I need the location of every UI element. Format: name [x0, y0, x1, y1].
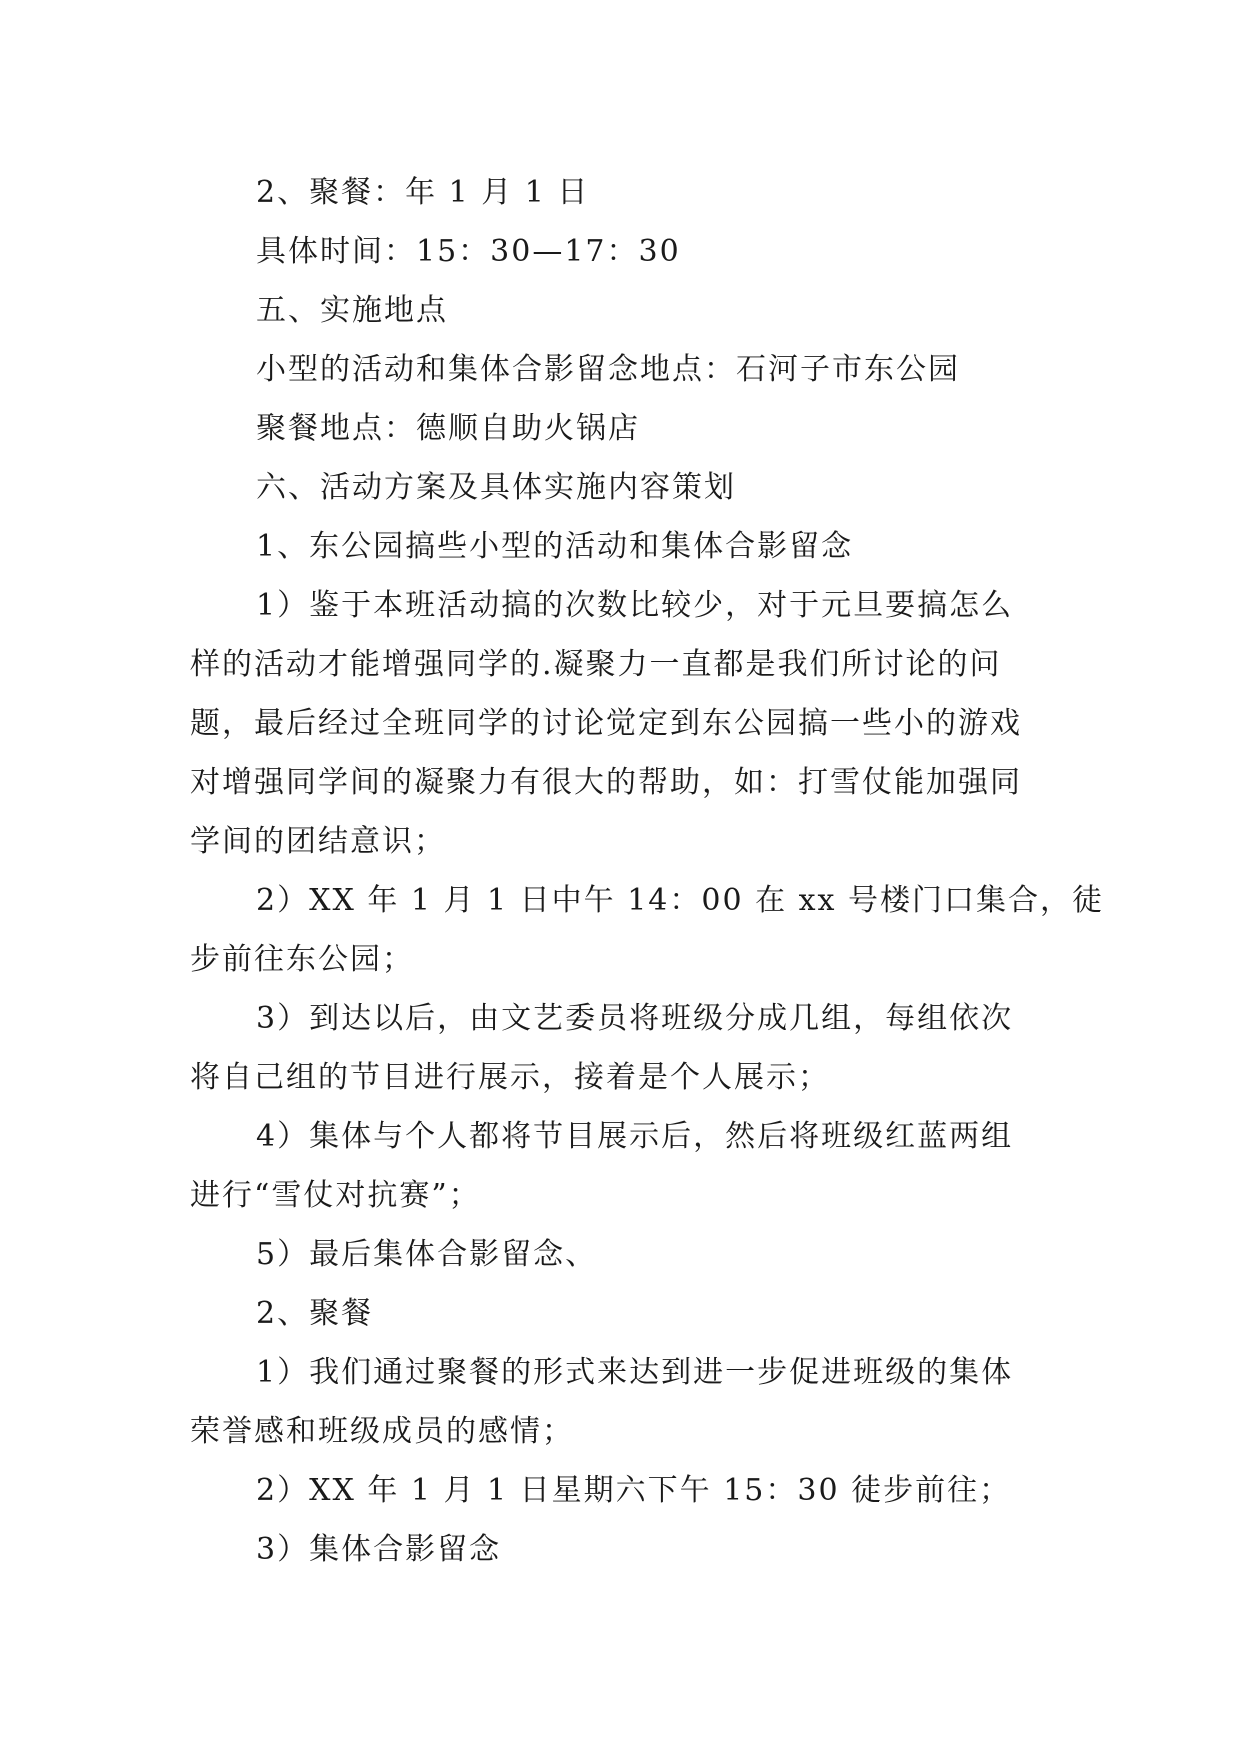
document-body — [190, 163, 1104, 1579]
text-line: 4）集体与个人都将节目展示后，然后将班级红蓝两组 — [256, 1119, 1014, 1154]
text-line: 步前往东公园； — [190, 942, 414, 977]
text-line: 3）集体合影留念 — [256, 1532, 502, 1567]
text-line: 样的活动才能增强同学的.凝聚力一直都是我们所讨论的问 — [190, 647, 1002, 682]
subsection-heading: 2、聚餐 — [256, 1296, 374, 1331]
text-line: 5）最后集体合影留念、 — [256, 1237, 598, 1272]
text-line: 1）鉴于本班活动搞的次数比较少，对于元旦要搞怎么 — [256, 588, 1014, 623]
text-line: 对增强同学间的凝聚力有很大的帮助，如：打雪仗能加强同 — [190, 765, 1022, 800]
text-line: 2）XX 年 1 月 1 日星期六下午 15：30 徒步前往； — [256, 1473, 1012, 1508]
text-line: 3）到达以后，由文艺委员将班级分成几组，每组依次 — [256, 1001, 1014, 1036]
text-line: 将自己组的节目进行展示，接着是个人展示； — [190, 1060, 830, 1095]
text-line: 题，最后经过全班同学的讨论觉定到东公园搞一些小的游戏 — [190, 706, 1022, 741]
text-line: 2、聚餐：年 1 月 1 日 — [256, 175, 590, 210]
text-line: 2）XX 年 1 月 1 日中午 14：00 在 xx 号楼门口集合，徒 — [256, 883, 1104, 918]
text-line: 荣誉感和班级成员的感情； — [190, 1414, 574, 1449]
text-line: 进行“雪仗对抗赛”； — [190, 1178, 481, 1213]
text-line: 聚餐地点：德顺自助火锅店 — [256, 411, 640, 446]
subsection-heading: 1、东公园搞些小型的活动和集体合影留念 — [256, 529, 854, 564]
text-line: 小型的活动和集体合影留念地点：石河子市东公园 — [256, 352, 960, 387]
text-line: 1）我们通过聚餐的形式来达到进一步促进班级的集体 — [256, 1355, 1014, 1390]
text-line: 具体时间：15：30—17：30 — [256, 234, 681, 269]
section-heading: 五、实施地点 — [256, 293, 448, 328]
text-line: 学间的团结意识； — [190, 824, 446, 859]
section-heading: 六、活动方案及具体实施内容策划 — [256, 470, 736, 505]
